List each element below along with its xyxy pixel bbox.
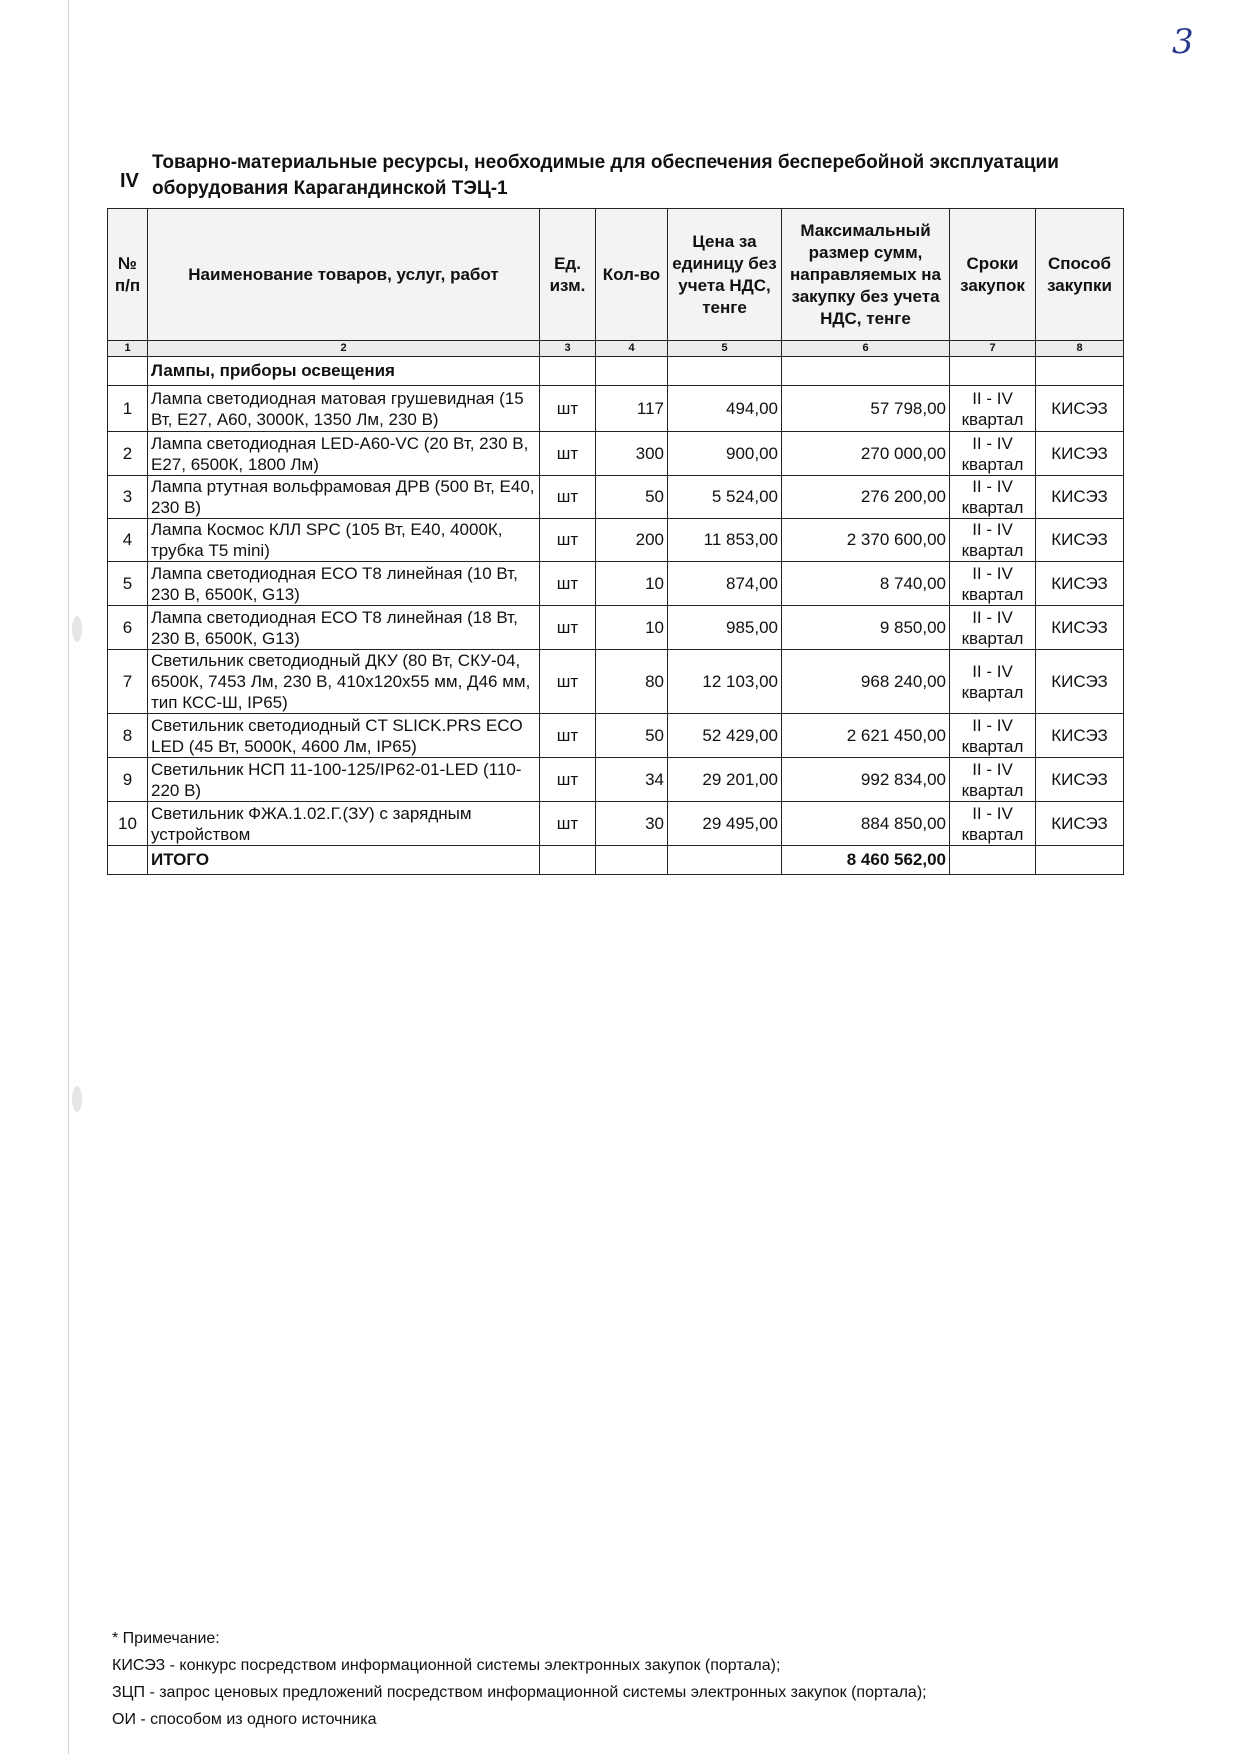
- item-name: Светильник светодиодный CT SLICK.PRS ECO LED (45 Вт, 5000К, 4600 Лм, IP65): [148, 714, 540, 758]
- column-number: 6: [782, 341, 950, 357]
- quantity-cell: 10: [596, 606, 668, 650]
- row-number: 7: [108, 650, 148, 714]
- table-row: [108, 758, 1124, 802]
- column-number: 2: [148, 341, 540, 357]
- unit-cell: шт: [540, 650, 596, 714]
- group-row: [108, 357, 1124, 386]
- term-cell: II - IV квартал: [950, 650, 1036, 714]
- term-cell: II - IV квартал: [950, 802, 1036, 846]
- unit-price-cell: 52 429,00: [668, 714, 782, 758]
- term-cell: II - IV квартал: [950, 758, 1036, 802]
- method-cell: КИСЭЗ: [1036, 386, 1124, 432]
- unit-price-cell: 900,00: [668, 432, 782, 476]
- term-cell: II - IV квартал: [950, 519, 1036, 562]
- header-cell: Наименование товаров, услуг, работ: [148, 209, 540, 341]
- item-name: Светильник светодиодный ДКУ (80 Вт, СКУ-04, 6500К, 7453 Лм, 230 В, 410x120x55 мм, Д46 мм, тип КСС-Ш, IP65): [148, 650, 540, 714]
- term-cell: II - IV квартал: [950, 562, 1036, 606]
- table-header-row: [108, 209, 1124, 341]
- unit-price-cell: 12 103,00: [668, 650, 782, 714]
- item-name: Светильник ФЖА.1.02.Г.(ЗУ) с зарядным устройством: [148, 802, 540, 846]
- table-row: [108, 802, 1124, 846]
- column-number: 1: [108, 341, 148, 357]
- total-value: 8 460 562,00: [782, 846, 950, 875]
- unit-cell: шт: [540, 386, 596, 432]
- quantity-cell: 10: [596, 562, 668, 606]
- method-cell: КИСЭЗ: [1036, 476, 1124, 519]
- row-number: 10: [108, 802, 148, 846]
- term-cell: II - IV квартал: [950, 386, 1036, 432]
- term-cell: II - IV квартал: [950, 714, 1036, 758]
- section-number: IV: [120, 170, 139, 192]
- table-row: [108, 386, 1124, 432]
- note-line: ОИ - способом из одного источника: [112, 1711, 377, 1728]
- table-row: [108, 650, 1124, 714]
- max-sum-cell: 992 834,00: [782, 758, 950, 802]
- max-sum-cell: 8 740,00: [782, 562, 950, 606]
- header-cell: Цена за единицу без учета НДС, тенге: [668, 209, 782, 341]
- column-number: 3: [540, 341, 596, 357]
- row-number: 8: [108, 714, 148, 758]
- page-number: 3: [1172, 22, 1194, 62]
- unit-price-cell: 29 495,00: [668, 802, 782, 846]
- term-cell: II - IV квартал: [950, 476, 1036, 519]
- unit-cell: шт: [540, 714, 596, 758]
- total-label: ИТОГО: [148, 846, 540, 875]
- punch-hole-mark: [72, 616, 82, 642]
- item-name: Лампа Космос КЛЛ SPC (105 Вт, Е40, 4000К, трубка Т5 mini): [148, 519, 540, 562]
- header-cell: Способ закупки: [1036, 209, 1124, 341]
- table-row: [108, 714, 1124, 758]
- method-cell: КИСЭЗ: [1036, 606, 1124, 650]
- quantity-cell: 200: [596, 519, 668, 562]
- max-sum-cell: 270 000,00: [782, 432, 950, 476]
- header-cell: Сроки закупок: [950, 209, 1036, 341]
- unit-cell: шт: [540, 758, 596, 802]
- column-number: 7: [950, 341, 1036, 357]
- punch-hole-mark: [72, 1086, 82, 1112]
- section-title: Товарно-материальные ресурсы, необходимые для обеспечения бесперебойной эксплуатации оборудования Карагандинской ТЭЦ-1: [152, 152, 1059, 199]
- item-name: Лампа светодиодная ECO T8 линейная (18 Вт, 230 В, 6500К, G13): [148, 606, 540, 650]
- table-row: [108, 432, 1124, 476]
- unit-cell: шт: [540, 606, 596, 650]
- row-number: 4: [108, 519, 148, 562]
- method-cell: КИСЭЗ: [1036, 650, 1124, 714]
- note-line: КИСЭЗ - конкурс посредством информационной системы электронных закупок (портала);: [112, 1657, 781, 1674]
- note-line: ЗЦП - запрос ценовых предложений посредством информационной системы электронных закупок (портала);: [112, 1684, 927, 1701]
- max-sum-cell: 276 200,00: [782, 476, 950, 519]
- term-cell: II - IV квартал: [950, 432, 1036, 476]
- table-row: [108, 606, 1124, 650]
- method-cell: КИСЭЗ: [1036, 562, 1124, 606]
- row-number: 3: [108, 476, 148, 519]
- procurement-table: [107, 208, 1124, 875]
- quantity-cell: 50: [596, 714, 668, 758]
- method-cell: КИСЭЗ: [1036, 714, 1124, 758]
- unit-price-cell: 874,00: [668, 562, 782, 606]
- footnotes: [112, 1625, 927, 1733]
- unit-price-cell: 985,00: [668, 606, 782, 650]
- column-number-row: [108, 341, 1124, 357]
- table-row: [108, 476, 1124, 519]
- method-cell: КИСЭЗ: [1036, 802, 1124, 846]
- max-sum-cell: 884 850,00: [782, 802, 950, 846]
- row-number: 1: [108, 386, 148, 432]
- group-label: Лампы, приборы освещения: [148, 357, 540, 386]
- row-number: 5: [108, 562, 148, 606]
- column-number: 8: [1036, 341, 1124, 357]
- method-cell: КИСЭЗ: [1036, 758, 1124, 802]
- unit-cell: шт: [540, 519, 596, 562]
- term-cell: II - IV квартал: [950, 606, 1036, 650]
- unit-cell: шт: [540, 476, 596, 519]
- method-cell: КИСЭЗ: [1036, 519, 1124, 562]
- item-name: Лампа ртутная вольфрамовая ДРВ (500 Вт, Е40, 230 В): [148, 476, 540, 519]
- max-sum-cell: 57 798,00: [782, 386, 950, 432]
- header-cell: Ед. изм.: [540, 209, 596, 341]
- note-line: * Примечание:: [112, 1630, 220, 1647]
- row-number: 2: [108, 432, 148, 476]
- quantity-cell: 34: [596, 758, 668, 802]
- header-cell: № п/п: [108, 209, 148, 341]
- quantity-cell: 300: [596, 432, 668, 476]
- total-row: [108, 846, 1124, 875]
- row-number: 6: [108, 606, 148, 650]
- item-name: Лампа светодиодная LED-A60-VC (20 Вт, 230 В, Е27, 6500К, 1800 Лм): [148, 432, 540, 476]
- max-sum-cell: 2 621 450,00: [782, 714, 950, 758]
- table-row: [108, 519, 1124, 562]
- quantity-cell: 50: [596, 476, 668, 519]
- unit-cell: шт: [540, 432, 596, 476]
- max-sum-cell: 2 370 600,00: [782, 519, 950, 562]
- page-margin-line: [68, 0, 69, 1754]
- column-number: 5: [668, 341, 782, 357]
- max-sum-cell: 968 240,00: [782, 650, 950, 714]
- row-number: 9: [108, 758, 148, 802]
- unit-cell: шт: [540, 802, 596, 846]
- quantity-cell: 30: [596, 802, 668, 846]
- column-number: 4: [596, 341, 668, 357]
- unit-price-cell: 5 524,00: [668, 476, 782, 519]
- item-name: Лампа светодиодная матовая грушевидная (15 Вт, Е27, А60, 3000К, 1350 Лм, 230 В): [148, 386, 540, 432]
- unit-price-cell: 11 853,00: [668, 519, 782, 562]
- quantity-cell: 117: [596, 386, 668, 432]
- unit-price-cell: 29 201,00: [668, 758, 782, 802]
- quantity-cell: 80: [596, 650, 668, 714]
- item-name: Светильник НСП 11-100-125/IP62-01-LED (110-220 В): [148, 758, 540, 802]
- unit-cell: шт: [540, 562, 596, 606]
- method-cell: КИСЭЗ: [1036, 432, 1124, 476]
- item-name: Лампа светодиодная ECO T8 линейная (10 Вт, 230 В, 6500К, G13): [148, 562, 540, 606]
- max-sum-cell: 9 850,00: [782, 606, 950, 650]
- table-row: [108, 562, 1124, 606]
- unit-price-cell: 494,00: [668, 386, 782, 432]
- header-cell: Максимальный размер сумм, направляемых на закупку без учета НДС, тенге: [782, 209, 950, 341]
- header-cell: Кол-во: [596, 209, 668, 341]
